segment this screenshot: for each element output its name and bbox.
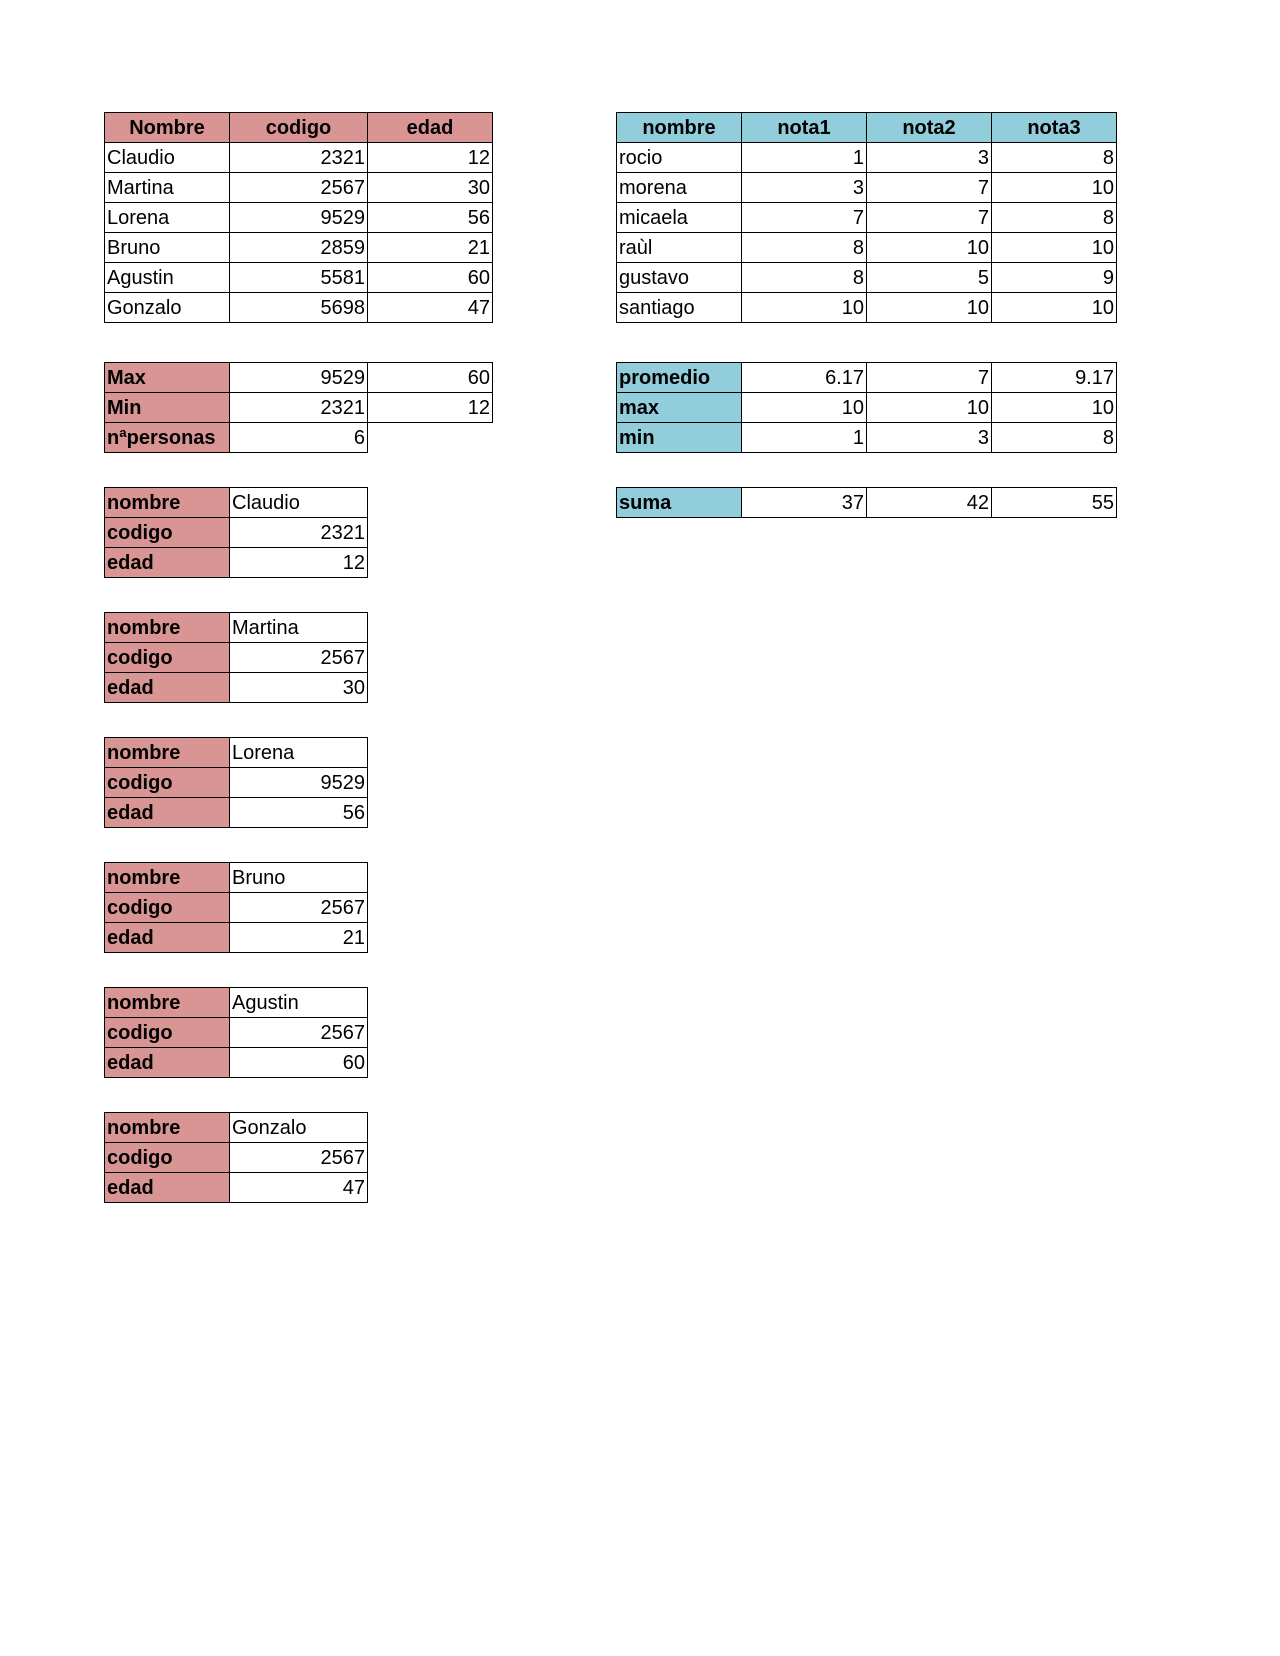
- cell-nota1[interactable]: 1: [742, 143, 867, 173]
- suma-nota1[interactable]: 37: [742, 488, 867, 518]
- ficha-value[interactable]: Bruno: [230, 863, 368, 893]
- cell-nombre[interactable]: rocio: [617, 143, 742, 173]
- cell-codigo[interactable]: 2567: [230, 173, 368, 203]
- ficha-value[interactable]: 21: [230, 923, 368, 953]
- ficha-row-codigo: [105, 768, 368, 798]
- cell-edad[interactable]: 60: [368, 263, 493, 293]
- cell-nota3[interactable]: 10: [992, 293, 1117, 323]
- ficha-label[interactable]: edad: [105, 548, 230, 578]
- ficha-row-nombre: [105, 988, 368, 1018]
- cell-edad[interactable]: 47: [368, 293, 493, 323]
- cell-nombre[interactable]: Bruno: [105, 233, 230, 263]
- label-max[interactable]: max: [617, 393, 742, 423]
- label-max[interactable]: Max: [105, 363, 230, 393]
- notas-table: [616, 112, 1117, 323]
- ficha-row-codigo: [105, 893, 368, 923]
- ficha-row-nombre: [105, 863, 368, 893]
- ficha-value[interactable]: 47: [230, 1173, 368, 1203]
- table-row: [617, 233, 1117, 263]
- table-row: [617, 173, 1117, 203]
- cell-nota1[interactable]: 3: [742, 173, 867, 203]
- cell-nombre[interactable]: Martina: [105, 173, 230, 203]
- suma-nota3[interactable]: 55: [992, 488, 1117, 518]
- cell-edad[interactable]: 30: [368, 173, 493, 203]
- table-row: [617, 203, 1117, 233]
- max-codigo[interactable]: 9529: [230, 363, 368, 393]
- header-nota1[interactable]: nota1: [742, 113, 867, 143]
- promedio-nota2[interactable]: 7: [867, 363, 992, 393]
- ficha-value[interactable]: 56: [230, 798, 368, 828]
- cell-nombre[interactable]: Lorena: [105, 203, 230, 233]
- cell-codigo[interactable]: 2321: [230, 143, 368, 173]
- ficha-card: [104, 737, 368, 828]
- personas-table: [104, 112, 493, 323]
- table-row: [105, 203, 493, 233]
- table-row: [617, 293, 1117, 323]
- ficha-row-codigo: [105, 643, 368, 673]
- table-row: [105, 173, 493, 203]
- label-count[interactable]: nªpersonas: [105, 423, 230, 453]
- notas-suma-table: [616, 487, 1117, 518]
- ficha-label[interactable]: codigo: [105, 1143, 230, 1173]
- min-nota3[interactable]: 8: [992, 423, 1117, 453]
- header-nombre[interactable]: Nombre: [105, 113, 230, 143]
- cell-nota3[interactable]: 9: [992, 263, 1117, 293]
- table-row: [105, 293, 493, 323]
- cell-codigo[interactable]: 9529: [230, 203, 368, 233]
- cell-edad[interactable]: 56: [368, 203, 493, 233]
- summary-row-min: [105, 393, 493, 423]
- ficha-row-edad: [105, 673, 368, 703]
- ficha-label[interactable]: nombre: [105, 988, 230, 1018]
- header-nota3[interactable]: nota3: [992, 113, 1117, 143]
- max-edad[interactable]: 60: [368, 363, 493, 393]
- label-min[interactable]: min: [617, 423, 742, 453]
- ficha-row-edad: [105, 923, 368, 953]
- ficha-value[interactable]: 2567: [230, 1018, 368, 1048]
- ficha-row-nombre: [105, 613, 368, 643]
- suma-nota2[interactable]: 42: [867, 488, 992, 518]
- ficha-label[interactable]: nombre: [105, 488, 230, 518]
- header-edad[interactable]: edad: [368, 113, 493, 143]
- cell-nota2[interactable]: 5: [867, 263, 992, 293]
- ficha-card: [104, 1112, 368, 1203]
- ficha-value[interactable]: 2567: [230, 1143, 368, 1173]
- ficha-card: [104, 487, 368, 578]
- cell-nota3[interactable]: 10: [992, 233, 1117, 263]
- ficha-value[interactable]: 2567: [230, 893, 368, 923]
- empty-cell: [368, 423, 493, 453]
- cell-nota2[interactable]: 10: [867, 233, 992, 263]
- min-edad[interactable]: 12: [368, 393, 493, 423]
- promedio-nota1[interactable]: 6.17: [742, 363, 867, 393]
- ficha-value[interactable]: 60: [230, 1048, 368, 1078]
- table-row: [617, 143, 1117, 173]
- ficha-value[interactable]: Martina: [230, 613, 368, 643]
- ficha-label[interactable]: edad: [105, 798, 230, 828]
- ficha-label[interactable]: codigo: [105, 643, 230, 673]
- ficha-row-edad: [105, 548, 368, 578]
- personas-summary-table: [104, 362, 493, 453]
- ficha-value[interactable]: 30: [230, 673, 368, 703]
- summary-row-max: [617, 393, 1117, 423]
- table-header-row: [617, 113, 1117, 143]
- ficha-label[interactable]: codigo: [105, 768, 230, 798]
- max-nota1[interactable]: 10: [742, 393, 867, 423]
- ficha-value[interactable]: 9529: [230, 768, 368, 798]
- cell-edad[interactable]: 12: [368, 143, 493, 173]
- ficha-value[interactable]: Lorena: [230, 738, 368, 768]
- cell-nombre[interactable]: raùl: [617, 233, 742, 263]
- ficha-value[interactable]: Claudio: [230, 488, 368, 518]
- ficha-label[interactable]: nombre: [105, 613, 230, 643]
- ficha-label[interactable]: codigo: [105, 1018, 230, 1048]
- ficha-row-nombre: [105, 1113, 368, 1143]
- table-row: [105, 233, 493, 263]
- summary-row-suma: [617, 488, 1117, 518]
- cell-nombre[interactable]: Claudio: [105, 143, 230, 173]
- cell-nombre[interactable]: morena: [617, 173, 742, 203]
- ficha-label[interactable]: nombre: [105, 863, 230, 893]
- ficha-label[interactable]: nombre: [105, 738, 230, 768]
- ficha-row-codigo: [105, 1143, 368, 1173]
- promedio-nota3[interactable]: 9.17: [992, 363, 1117, 393]
- cell-codigo[interactable]: 5698: [230, 293, 368, 323]
- ficha-value[interactable]: 2321: [230, 518, 368, 548]
- cell-codigo[interactable]: 2859: [230, 233, 368, 263]
- label-suma[interactable]: suma: [617, 488, 742, 518]
- cell-nombre[interactable]: micaela: [617, 203, 742, 233]
- ficha-card: [104, 612, 368, 703]
- cell-nombre[interactable]: Gonzalo: [105, 293, 230, 323]
- table-row: [105, 143, 493, 173]
- cell-nota1[interactable]: 8: [742, 263, 867, 293]
- ficha-label[interactable]: edad: [105, 673, 230, 703]
- cell-nombre[interactable]: santiago: [617, 293, 742, 323]
- cell-nota3[interactable]: 8: [992, 203, 1117, 233]
- ficha-label[interactable]: codigo: [105, 893, 230, 923]
- max-nota3[interactable]: 10: [992, 393, 1117, 423]
- cell-nota1[interactable]: 10: [742, 293, 867, 323]
- ficha-row-edad: [105, 1048, 368, 1078]
- cell-edad[interactable]: 21: [368, 233, 493, 263]
- ficha-row-nombre: [105, 738, 368, 768]
- cell-nota2[interactable]: 7: [867, 203, 992, 233]
- ficha-card: [104, 862, 368, 953]
- ficha-value[interactable]: 12: [230, 548, 368, 578]
- summary-row-promedio: [617, 363, 1117, 393]
- cell-codigo[interactable]: 5581: [230, 263, 368, 293]
- label-min[interactable]: Min: [105, 393, 230, 423]
- count-value[interactable]: 6: [230, 423, 368, 453]
- ficha-row-edad: [105, 1173, 368, 1203]
- table-header-row: [105, 113, 493, 143]
- cell-nombre[interactable]: gustavo: [617, 263, 742, 293]
- cell-nota2[interactable]: 10: [867, 293, 992, 323]
- notas-summary-table: [616, 362, 1117, 453]
- header-nombre[interactable]: nombre: [617, 113, 742, 143]
- label-promedio[interactable]: promedio: [617, 363, 742, 393]
- min-nota2[interactable]: 3: [867, 423, 992, 453]
- ficha-row-edad: [105, 798, 368, 828]
- ficha-card: [104, 987, 368, 1078]
- ficha-row-codigo: [105, 1018, 368, 1048]
- header-nota2[interactable]: nota2: [867, 113, 992, 143]
- summary-row-max: [105, 363, 493, 393]
- cell-nota3[interactable]: 10: [992, 173, 1117, 203]
- cell-nota1[interactable]: 8: [742, 233, 867, 263]
- ficha-label[interactable]: codigo: [105, 518, 230, 548]
- summary-row-min: [617, 423, 1117, 453]
- cell-nota2[interactable]: 3: [867, 143, 992, 173]
- ficha-row-codigo: [105, 518, 368, 548]
- ficha-label[interactable]: edad: [105, 923, 230, 953]
- cell-nombre[interactable]: Agustin: [105, 263, 230, 293]
- max-nota2[interactable]: 10: [867, 393, 992, 423]
- ficha-value[interactable]: 2567: [230, 643, 368, 673]
- cell-nota3[interactable]: 8: [992, 143, 1117, 173]
- cell-nota1[interactable]: 7: [742, 203, 867, 233]
- ficha-value[interactable]: Gonzalo: [230, 1113, 368, 1143]
- table-row: [105, 263, 493, 293]
- ficha-label[interactable]: edad: [105, 1048, 230, 1078]
- min-nota1[interactable]: 1: [742, 423, 867, 453]
- ficha-value[interactable]: Agustin: [230, 988, 368, 1018]
- table-row: [617, 263, 1117, 293]
- ficha-label[interactable]: edad: [105, 1173, 230, 1203]
- min-codigo[interactable]: 2321: [230, 393, 368, 423]
- summary-row-count: [105, 423, 493, 453]
- cell-nota2[interactable]: 7: [867, 173, 992, 203]
- header-codigo[interactable]: codigo: [230, 113, 368, 143]
- ficha-label[interactable]: nombre: [105, 1113, 230, 1143]
- ficha-row-nombre: [105, 488, 368, 518]
